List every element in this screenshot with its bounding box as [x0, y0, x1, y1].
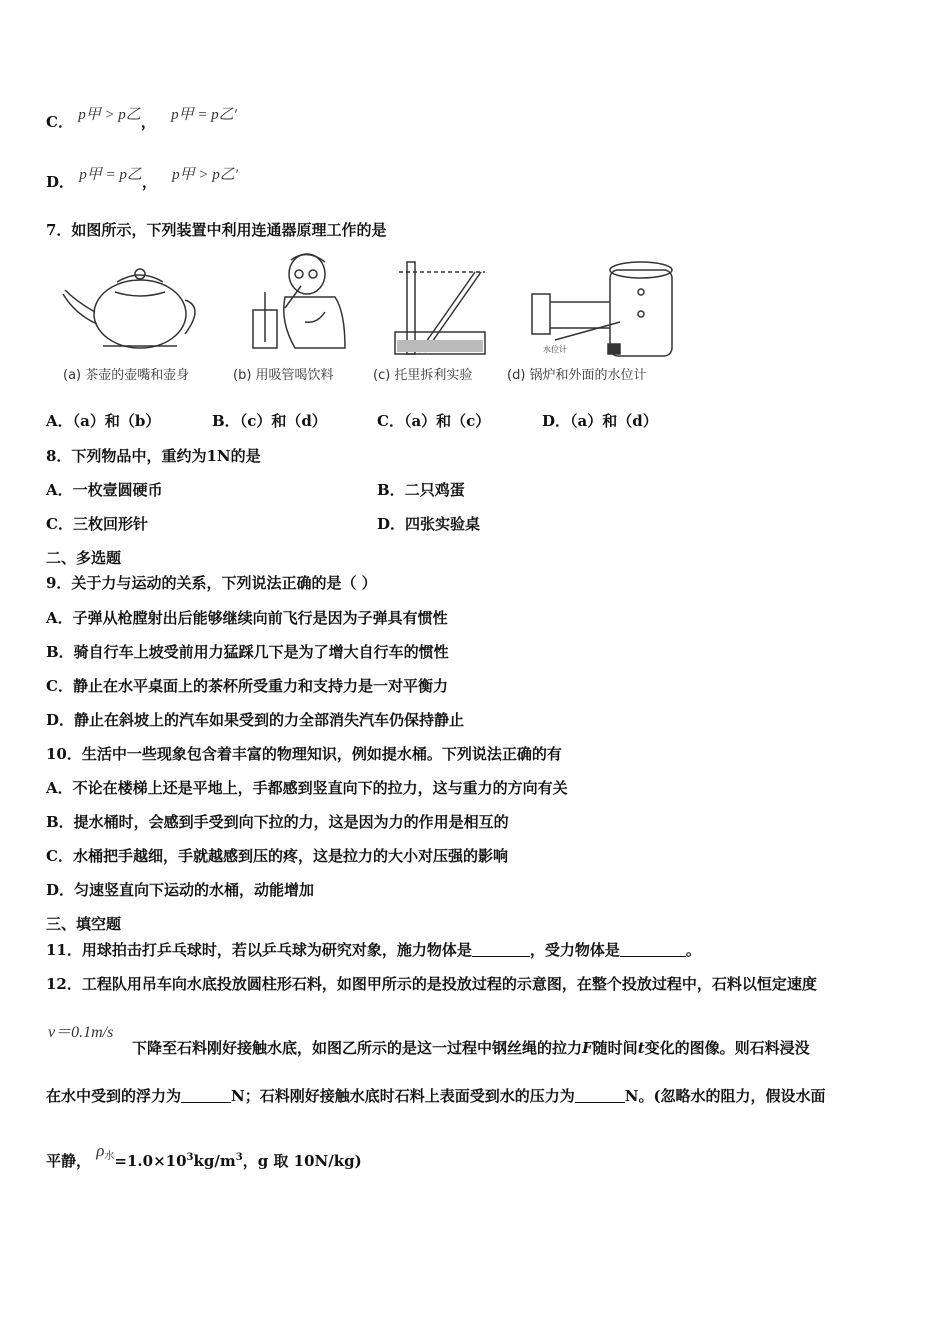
q12-line3: [46, 1086, 826, 1106]
q8-option-d: [377, 514, 480, 534]
option-label: D．: [377, 515, 406, 533]
q11-part: 11．用球拍击打乒乓球时，若以乒乓球为研究对象，施力物体是: [46, 941, 472, 959]
option-label: C．: [46, 515, 73, 533]
q11-part: ，受力物体是: [529, 941, 620, 959]
math-expression: p甲 = p乙′: [171, 107, 237, 123]
time-symbol: t: [637, 1039, 645, 1057]
section-heading-multiple-choice: 二、多选题: [46, 549, 122, 567]
option-text: （c）和（d）: [239, 412, 327, 430]
q6-option-c: [46, 107, 237, 133]
caption-d: (d) 锅炉和外面的水位计: [507, 368, 647, 383]
option-text: （a）和（b）: [72, 412, 161, 430]
math-expression: p甲 > p乙: [78, 107, 141, 123]
q9-option-d: D．静止在斜坡上的汽车如果受到的力全部消失汽车仍保持静止: [46, 711, 465, 729]
rho-subscript: 水: [104, 1151, 115, 1162]
q9-option-c: C．静止在水平桌面上的茶杯所受重力和支持力是一对平衡力: [46, 677, 448, 695]
q6-option-d: [46, 167, 239, 193]
q9-option-b: B．骑自行车上坡受前用力猛踩几下是为了增大自行车的惯性: [46, 643, 449, 661]
q12-part: ，g 取 10N/kg): [242, 1152, 362, 1170]
straw-drinking-drawing: [253, 254, 345, 348]
q12-part: 平静，: [46, 1152, 92, 1170]
q8-option-c: [46, 514, 148, 534]
teapot-drawing: [63, 269, 195, 348]
q8-option-a: [46, 480, 163, 500]
option-text: 一枚壹圆硬币: [72, 481, 163, 499]
q12-part: N；石料刚好接触水底时石料上表面受到水的压力为: [231, 1087, 575, 1105]
velocity-expression: v＝0.1m/s: [48, 1024, 114, 1041]
section-heading-fill-in: 三、填空题: [46, 915, 122, 933]
exponent: 3: [186, 1152, 194, 1163]
q9-stem: 9．关于力与运动的关系，下列说法正确的是（ ）: [46, 574, 377, 592]
q12-line1: 12．工程队用吊车向水底投放圆柱形石料，如图甲所示的是投放过程的示意图，在整个投放过程中，石料以恒定速度: [46, 975, 817, 993]
answer-blank[interactable]: [181, 1088, 231, 1103]
torricelli-drawing: [395, 262, 485, 354]
water-gauge-label: 水位计: [543, 345, 567, 354]
option-label: C．: [46, 113, 73, 131]
option-text: 四张实验桌: [405, 515, 481, 533]
density-symbol: [96, 1141, 114, 1160]
option-text: （a）和（c）: [403, 412, 491, 430]
q12-velocity: [48, 1022, 113, 1043]
q12-part: 变化的图像。则石料浸没: [644, 1039, 810, 1057]
caption-a: (a) 茶壶的壶嘴和壶身: [63, 368, 190, 383]
q7-option-a: [46, 411, 160, 431]
answer-blank[interactable]: [620, 942, 686, 957]
q7-option-b: [212, 411, 327, 431]
option-text: （a）和（d）: [570, 412, 658, 430]
q12-part: 随时间: [592, 1039, 638, 1057]
answer-blank[interactable]: [472, 942, 530, 957]
math-expression: p甲 = p乙: [79, 167, 142, 183]
force-symbol: F: [582, 1039, 593, 1057]
q10-option-b: B．提水桶时，会感到手受到向下拉的力，这是因为力的作用是相互的: [46, 813, 509, 831]
q10-option-d: D．匀速竖直向下运动的水桶，动能增加: [46, 881, 315, 899]
q10-stem: 10．生活中一些现象包含着丰富的物理知识，例如提水桶。下列说法正确的有: [46, 745, 562, 763]
q8-option-b: [377, 480, 465, 500]
option-text: 三枚回形针: [72, 515, 148, 533]
math-expression: p甲 > p乙′: [172, 167, 239, 183]
boiler-drawing: [532, 262, 672, 356]
option-label: B．: [377, 481, 405, 499]
q12-part: 下降至石料刚好接触水底，如图乙所示的是这一过程中钢丝绳的拉力: [132, 1039, 583, 1057]
q7-stem: 7．如图所示，下列装置中利用连通器原理工作的是: [46, 221, 387, 239]
option-label: D．: [46, 173, 75, 191]
caption-b: (b) 用吸管喝饮料: [233, 368, 334, 383]
q12-part: =1.0×10: [114, 1152, 187, 1170]
q12-line4: [46, 1141, 362, 1177]
q10-option-a: A．不论在楼梯上还是平地上，手都感到竖直向下的拉力，这与重力的方向有关: [46, 779, 568, 797]
option-text: 二只鸡蛋: [404, 481, 465, 499]
option-label: A．: [46, 481, 73, 499]
q7-option-c: [377, 411, 490, 431]
q7-option-d: [542, 411, 658, 431]
q8-stem: 8．下列物品中，重约为1N的是: [46, 447, 261, 465]
rho-symbol: ρ: [96, 1141, 105, 1160]
separator: ，: [140, 113, 156, 131]
q9-option-a: A．子弹从枪膛射出后能够继续向前飞行是因为子弹具有惯性: [46, 609, 448, 627]
option-label: D．: [542, 412, 571, 430]
q7-figure: [55, 252, 685, 392]
option-label: A．: [46, 412, 73, 430]
answer-blank[interactable]: [575, 1088, 625, 1103]
exponent: 3: [235, 1152, 243, 1163]
q11-part: 。: [685, 941, 701, 959]
caption-c: (c) 托里拆利实验: [373, 368, 473, 383]
q12-part: 在水中受到的浮力为: [46, 1087, 182, 1105]
option-label: C．: [377, 412, 404, 430]
q10-option-c: C．水桶把手越细，手就越感到压的疼，这是拉力的大小对压强的影响: [46, 847, 508, 865]
q11-text: [46, 940, 701, 960]
q12-line2: [132, 1038, 810, 1058]
q12-part: kg/m: [193, 1152, 236, 1170]
q12-part: N。(忽略水的阻力，假设水面: [624, 1087, 826, 1105]
option-label: B．: [212, 412, 240, 430]
separator: ，: [141, 173, 157, 191]
